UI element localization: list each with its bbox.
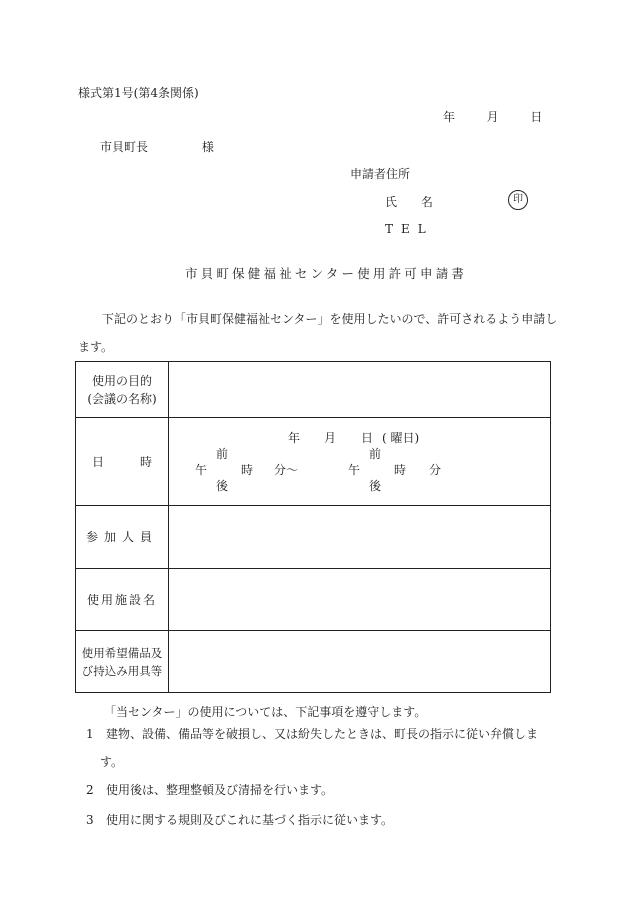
seal-mark: 印 [508, 190, 528, 210]
datetime-label-day: 日 [92, 454, 105, 469]
purpose-sublabel: (会議の名称) [87, 391, 157, 406]
equipment-label-line1: 使用希望備品及 [81, 645, 163, 660]
dt-go-start: 午 [195, 463, 208, 477]
notes-item-3 [86, 806, 556, 834]
dt-am-end: 前 [369, 447, 382, 461]
table-row-facility [76, 569, 551, 631]
dt-hour-start: 時 [241, 463, 254, 477]
equipment-value-cell[interactable] [169, 631, 551, 693]
dt-weekday: ( 曜日) [382, 431, 420, 445]
purpose-label-cell [76, 362, 169, 418]
table-row-equipment [76, 631, 551, 693]
table-row-purpose [76, 362, 551, 418]
notes-lead: 「当センター」の使用については、下記事項を遵守します。 [104, 705, 427, 719]
equipment-label-cell [76, 631, 169, 693]
notes-item-2 [86, 776, 556, 804]
notes-item-text: 使用に関する規則及びこれに基づく指示に従います。 [106, 813, 394, 827]
notes-item-number: 2 [86, 783, 94, 797]
form-number: 様式第1号(第4条関係) [78, 86, 199, 100]
dt-minute-end: 分 [429, 463, 442, 477]
table-row-datetime [76, 418, 551, 506]
date-year-label: 年 [443, 110, 456, 124]
purpose-value-cell[interactable] [169, 362, 551, 418]
datetime-label-time: 時 [139, 454, 152, 469]
date-day-label: 日 [530, 110, 543, 124]
document-title: 市貝町保健福祉センター使用許可申請書 [185, 266, 468, 281]
facility-label: 使用施設名 [76, 569, 169, 631]
dt-go-end: 午 [348, 463, 361, 477]
dt-hour-end: 時 [394, 463, 407, 477]
dt-day: 日 [361, 431, 374, 445]
dt-pm-start: 後 [216, 479, 229, 493]
dt-year: 年 [288, 431, 301, 445]
table-row-participants [76, 506, 551, 569]
notes-item-text: 建物、設備、備品等を破損し、又は紛失したときは、町長の指示に従い弁償しま [106, 727, 539, 741]
date-month-label: 月 [486, 110, 499, 124]
dt-month: 月 [324, 431, 337, 445]
dt-pm-end: 後 [369, 479, 382, 493]
notes-item-1 [86, 720, 556, 776]
datetime-value-cell[interactable] [169, 418, 551, 506]
notes-item-text: 使用後は、整理整頓及び清掃を行います。 [106, 783, 334, 797]
tel-label: TEL [385, 222, 434, 236]
applicant-name-label: 氏 名 [385, 195, 443, 209]
application-date [443, 108, 542, 125]
purpose-label: 使用の目的 [91, 373, 152, 388]
facility-value-cell[interactable] [169, 569, 551, 631]
intro-paragraph: 下記のとおり「市貝町保健福祉センター」を使用したいので、許可されるよう申請します。 [78, 312, 558, 354]
equipment-label-line2: び持込み用具等 [81, 663, 163, 678]
dt-minute-start: 分〜 [274, 463, 299, 477]
datetime-label-cell [76, 418, 169, 506]
recipient-name: 市貝町長 [100, 140, 149, 154]
notes-item-number: 1 [86, 727, 94, 741]
application-table [75, 361, 551, 693]
notes-item-continuation: す。 [100, 755, 124, 769]
applicant-address-label: 申請者住所 [350, 167, 411, 181]
participants-label: 参加人員 [76, 506, 169, 569]
notes-item-number: 3 [86, 813, 94, 827]
recipient-line [100, 138, 214, 155]
dt-am-start: 前 [216, 447, 229, 461]
participants-value-cell[interactable] [169, 506, 551, 569]
recipient-honorific: 様 [201, 140, 214, 154]
